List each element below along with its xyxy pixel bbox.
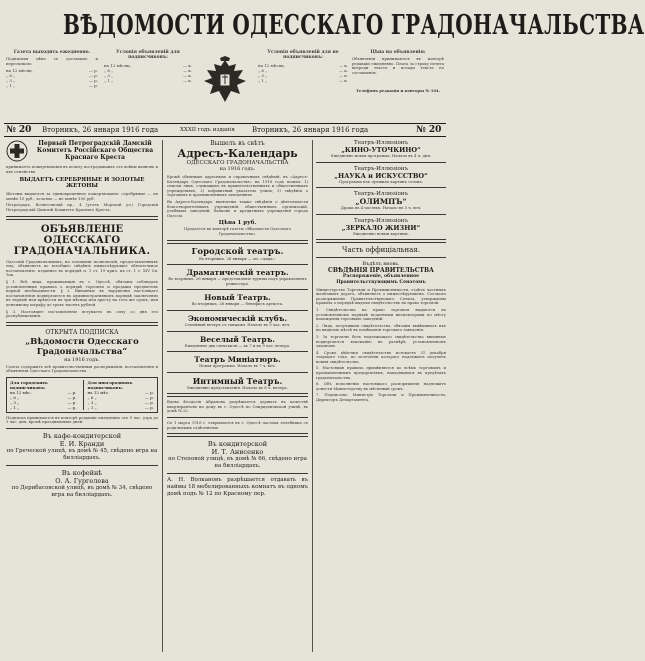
column-rule — [162, 140, 163, 652]
subscription-year: на 1916 годъ. — [64, 356, 100, 363]
theatre-new-title: Новый Театръ. — [204, 293, 271, 303]
cafe2-name: О. А. Гургелева — [55, 477, 109, 486]
header-mid-left-title: Условія объявленій для подписчиковъ: — [116, 50, 180, 60]
header-mid-right-title: Условія объявленій для не подписчиковъ: — [267, 50, 339, 60]
column-rule — [312, 140, 313, 652]
committee-bold: ВЫДАЕТЪ СЕРЕБРЯНЫЕ И ЗОЛОТЫЕ ЖЕТОНЫ — [19, 177, 145, 190]
header-ads-subscribers: Условія объявленій для подписчиковъ: на 12 мѣсяц. — к. „ 6 „ — к. „ 3 „ — к. „ 1 „ — к. — [104, 50, 192, 83]
price-row: „ 6 „ — [258, 68, 268, 73]
official-sub: Въдѣлъ вновь. — [362, 261, 400, 268]
price-row: на 12 мѣсяц. — [6, 68, 33, 74]
theatre-club-title: Экономическій клубъ. — [187, 313, 288, 323]
cinema1-name: „КИНО-УТОЧКИНО“ — [341, 146, 421, 154]
announcement-title: ОБЪЯВЛЕНІЕ — [40, 223, 124, 235]
table-row: „ 3 „ — [87, 399, 97, 405]
theatre-city-title: Городской театръ. — [191, 246, 284, 257]
subscription-price-table: Для городскихъ подписчиковъ: на 12 мѣс. — р. „ 6 „ — р. „ 3 „ — р. „ 1 „ — р. Для иногородныхъ подписчиковъ: на 12 мѣс. — р. „ 6 „ — р. „ 3 „ — р. „ 1 „ — р. — [6, 377, 158, 413]
price-row: „ 3 „ — [258, 73, 268, 78]
date-left: Вторникъ, 26 января 1916 года — [42, 126, 159, 134]
price-row: „ 6 „ — [6, 73, 16, 79]
left-column: Первый Петроградскій Дамскій Комитетъ Россійскаго Общества Краснаго Креста принимаетъ пожертвованія въ пользу пострадавшихъ отъ войны воиновъ и ихъ семействъ. ВЫДАЕТЪ СЕРЕБРЯНЫЕ И ЗОЛОТЫЕ ЖЕТОНЫ Жетоны выдаются за единовременное пожертвованіе: серебряные — не менѣе 10 руб., золотые — не менѣе 100 руб. Петроградъ, Вознесенскій пр., 4 (уголъ Морской ул.) Городскій Петроградскій Дамскій Комитетъ Краснаго Креста. ОБЪЯВЛЕНІЕ ОДЕССКАГО ГРАДОНАЧАЛЬНИКА. Одесскій Градоначальникъ, на основаніи полномочій, предоставленныхъ ему, объявляетъ во всеобщее свѣдѣніе нижеслѣдующее обязательное постановленіе, изданное въ порядкѣ п. 1 ст. 19 прил. къ ст. 1 т. XIV Св. Зак. § 1. Всѣ лица, проживающія въ г. Одессѣ, обязаны соблюдать установленныя правила о порядкѣ торговли и продажи предметовъ первой необходимости. § 2. Виновные въ нарушеніи настоящаго постановленія подвергаются въ административномъ порядкѣ заключенію въ тюрьмѣ или крѣпости на три мѣсяца или аресту на тотъ же срокъ, или денежному штрафу до трехъ тысячъ рублей. § 3. Настоящее постановленіе вступаетъ въ силу со дня его распубликованія. ОТКРЫТА ПОДПИСКА „Вѣдомости Одесскаго Градоначальства“ на 1916 годъ. Газета содержитъ всѣ правительственныя распоряженія, постановленія и объявленія Одесскаго Градоначальства. Для городскихъ подписчиковъ: на 12 мѣс. — р. „ 6 „ — р. „ 3 „ — р. „ 1 „ — р. Для иногородныхъ подписчиковъ: на 12 мѣс. — р. „ 6 „ — р. „ 3 „ — р. „ 1 „ — р. Подписка принимается въ конторѣ редакціи ежедневно отъ 9 час. утра до 3 час. дня, кромѣ праздничныхъ дней. Въ кафе-кондитерской Е. И. Кранди по Греческой улицѣ, въ домѣ № 45, свѣдено игра на билліардахъ. Въ кофейнѣ О. А. Гургелева по Дерибасовской улицѣ, въ домѣ № 34, свѣдено игра на билліардахъ. — [6, 140, 158, 499]
price-row: „ 6 „ — [104, 68, 114, 73]
dateline — [4, 123, 446, 137]
cafe1-name: Е. И. Кранди — [59, 440, 105, 449]
table-row: „ 6 „ — [10, 394, 20, 400]
red-cross-icon — [6, 140, 28, 162]
calendar-title: Адресъ-Календарь — [177, 147, 298, 160]
committee-address: Петроградъ, Вознесенскій пр., 4 (уголъ Морской ул.) Городскій Петроградскій Дамскій Комитетъ Краснаго Креста. — [6, 202, 158, 212]
date-right: Вторникъ, 26 января 1916 года — [252, 126, 369, 134]
header-phone: Телефонъ редакціи и конторы № 104. — [355, 88, 441, 94]
cinema3-title: Театръ-Иллюзіонъ — [354, 191, 408, 198]
theatre-intimate-title: Интимный Театръ. — [192, 375, 283, 386]
cafe2-title: Въ кофейнѣ — [61, 469, 103, 478]
header-ads-nonsubscribers: Условія объявленій для не подписчиковъ: на 12 мѣсяц. — к. „ 6 „ — к. „ 3 „ — к. „ 1 „ — к. — [258, 50, 348, 83]
calendar-sold-at: Продается въ конторѣ газеты «Вѣдомости Одесскаго Градоначальства». — [184, 226, 291, 236]
cinema3-name: „ОЛИМПЪ“ — [355, 197, 407, 207]
cinema4-title: Театръ-Иллюзіонъ — [354, 217, 408, 224]
center-column: Вышелъ въ свѣтъ Адресъ-Календарь ОДЕССКАГО ГРАДОНАЧАЛЬСТВА на 1916 годъ. Кромѣ обычныхъ адресныхъ и справочныхъ свѣдѣній, въ «Адресъ-Календарь Одесскаго Градоначальства» на 1916 годъ вошли: 1) списки лицъ, служащихъ въ правительственныхъ и общественныхъ учрежденіяхъ; 2) алфавитный указатель улицъ; 3) свѣдѣнія о торговыхъ и промышленныхъ заведеніяхъ. Въ Адресъ-Календарь включены также свѣдѣнія о дѣятельности благотворительныхъ учрежденій, общественныхъ организацій, учебныхъ заведеній, банковъ и кредитныхъ учрежденій города Одессы. Цѣна 1 руб. Продается въ конторѣ газеты «Вѣдомости Одесскаго Градоначальства». Городской театръ. Во вторникъ, 26 января — оп. «Аида». Драматическій театръ. Во вторникъ, 26 января — представленіе труппы подъ управленіемъ режиссера. Новый Театръ. Во вторникъ, 26 января — бенефисъ артиста. Экономическій клубъ. Семейный вечеръ съ танцами. Начало въ 9 час. веч. Веселый Театръ. Ежедневно два спектакля — въ 7 и въ 9 час. вечера. Театръ Миніатюръ. Новая программа. Начало въ 7 ч. веч. Интимный Театръ. Ежедневно представленія. Начало въ 8 ч. вечера. Вдова Феодосія Абрамова разрѣшается держать въ качествѣ квартирантовъ на дому въ г. Одессѣ по Спиридоновской улицѣ, въ домѣ № 22. Съ 1 марта 1916 г. открывается въ г. Одессѣ частная лечебница съ родильнымъ отдѣленіемъ. Въ кондитерской И. Т. Анисенко по Степовой улицѣ, въ домѣ № 66, свѣдено игра на билліардахъ. А. Н. Волкановъ разрѣшается отдавать въ наймы 18 мебелированныхъ комнатъ въ одномъ домѣ подъ № 12 по Красному пер. — [167, 140, 308, 498]
table-row: „ 6 „ — [87, 394, 97, 400]
cinema4-name: „ЗЕРКАЛО ЖИЗНИ“ — [341, 223, 421, 232]
masthead-title: ВѢДОМОСТИ ОДЕССКАГО ГРАДОНАЧАЛЬСТВА — [62, 10, 645, 41]
price-row: на 12 мѣсяц. — [258, 63, 285, 68]
calendar-subtitle: ОДЕССКАГО ГРАДОНАЧАЛЬСТВА — [186, 160, 289, 166]
table-left-title: Для городскихъ подписчиковъ: — [10, 379, 48, 390]
confectionery-name: И. Т. Анисенко — [211, 448, 264, 457]
official-title: СВѢДѢНІЯ ПРАВИТЕЛЬСТВА — [328, 267, 434, 275]
header-right-title: Цѣна на объявленія: — [370, 50, 426, 55]
right-column: Театръ-Иллюзіонъ „КИНО-УТОЧКИНО“ Ежедневно новая программа. Начало въ 4 ч. дня. Театръ-Иллюзіонъ „НАУКА и ИСКУССТВО“ Программа изъ лучшихъ картинъ сезона. Театръ-Иллюзіонъ „ОЛИМПЪ“ Драма въ 4 частяхъ. Начало въ 5 ч. веч. Театръ-Иллюзіонъ „ЗЕРКАЛО ЖИЗНИ“ Ежедневно новыя картины. Часть оффиціальная. Въдѣлъ вновь. СВѢДѢНІЯ ПРАВИТЕЛЬСТВА Распоряженіе, объявленное Правительствующимъ Сенатомъ Министерство Торговли и Промышленности, отдѣлъ частныхъ желѣзныхъ дорогъ, объявляетъ о нижеслѣдующемъ. Согласно распоряженію Правительствующаго Сената, утверждены правила о порядкѣ выдачи свидѣтельствъ на право торговли. 1. Свидѣтельства на право торговли выдаются въ установленномъ порядкѣ податными инспекторами по мѣсту нахожденія торговыхъ заведеній. 2. Лица, получившія свидѣтельства, обязаны вывѣшивать ихъ на видномъ мѣстѣ въ помѣщеніи торговаго заведенія. 3. За торговлю безъ надлежащаго свидѣтельства виновные подвергаются взысканію въ размѣрѣ, установленномъ закономъ. 4. Срокъ дѣйствія свидѣтельствъ истекаетъ 31 декабря текущаго года, по истеченіи котораго надлежитъ получить новыя свидѣтельства. 5. Настоящія правила примѣняются ко всѣмъ торговымъ и промышленнымъ предпріятіямъ, находящимся въ предѣлахъ градоначальства. 6. Объ исполненіи настоящаго распоряженія надлежитъ донести Министерству въ мѣсячный срокъ. 7. Подписали: Министръ Торговли и Промышленности; Директоръ Департамента. — [316, 140, 446, 403]
last-announcement: А. Н. Волкановъ разрѣшается отдавать въ наймы 18 мебелированныхъ комнатъ въ одномъ домѣ подъ № 12 по Красному пер. — [167, 477, 308, 498]
calendar-price: Цѣна 1 руб. — [218, 220, 257, 227]
official-sub2: Распоряженіе, объявленное Правительствующимъ Сенатомъ — [336, 274, 426, 285]
price-row: „ 3 „ — [6, 78, 16, 84]
price-row: „ 1 „ — [104, 78, 114, 83]
subscription-head: ОТКРЫТА ПОДПИСКА — [45, 328, 119, 336]
imperial-eagle-emblem — [196, 56, 254, 108]
year-of-publication: ХХХІІ годъ изданія — [180, 127, 235, 133]
calendar-body: Кромѣ обычныхъ адресныхъ и справочныхъ свѣдѣній, въ «Адресъ-Календарь Одесскаго Градоначальства» на 1916 годъ вошли: 1) списки лицъ, служащихъ въ правительственныхъ и общественныхъ учрежденіяхъ; 2) алфавитный указатель улицъ; 3) свѣдѣнія о торговыхъ и промышленныхъ заведеніяхъ. — [167, 174, 308, 198]
cinema2-title: Театръ-Иллюзіонъ — [354, 165, 408, 172]
table-row: „ 1 „ — [10, 404, 20, 410]
price-row: на 12 мѣсяц. — [104, 63, 131, 68]
announcement-subtitle: ОДЕССКАГО ГРАДОНАЧАЛЬНИКА. — [13, 234, 151, 257]
header-subscription-box: Газета выходить ежедневно. Подписная цѣна съ доставкою и пересылкою: на 12 мѣсяц. — р. „ 6 „ — р. „ 3 „ — р. „ 1 „ — р. — [6, 50, 98, 89]
issue-number-left: № 20 — [6, 125, 32, 135]
cinema2-name: „НАУКА и ИСКУССТВО“ — [334, 171, 428, 180]
confectionery-address: по Степовой улицѣ, въ домѣ № 66, свѣдено игра на билліардахъ. — [168, 456, 307, 470]
committee-text: принимаетъ пожертвованія въ пользу пострадавшихъ отъ войны воиновъ и ихъ семействъ. — [6, 164, 158, 174]
price-row: „ 1 „ — [6, 83, 16, 89]
table-row: „ 1 „ — [87, 404, 97, 410]
header-prices-box: Цѣна на объявленія: Объявленія принимаются въ конторѣ редакціи ежедневно. Плата за строку петита впереди текста и позади текста по соглашенію. Телефонъ редакціи и конторы № 104. — [352, 50, 444, 94]
announcement-text: Одесскій Градоначальникъ, на основаніи полномочій, предоставленныхъ ему, объявляетъ во всеобщее свѣдѣніе нижеслѣдующее обязательное постановленіе, изданное въ порядкѣ п. 1 ст. 19 прил. къ ст. 1 т. XIV Св. Зак. — [6, 258, 158, 278]
committee-title: Первый Петроградскій Дамскій Комитетъ Россійскаго Общества Краснаго Креста — [36, 140, 154, 161]
theatre-drama-title: Драматическій театръ. — [186, 268, 289, 278]
theatre-merry-title: Веселый Театръ. — [200, 334, 275, 344]
price-row: „ 3 „ — [104, 73, 114, 78]
cafe1-address: по Греческой улицѣ, въ домѣ № 45, свѣдено игра на билліардахъ. — [6, 448, 158, 462]
table-row: „ 3 „ — [10, 399, 20, 405]
table-row: на 12 мѣс. — [87, 389, 110, 395]
theatre-mini-title: Театръ Миніатюръ. — [194, 355, 281, 365]
official-head: Часть оффиціальная. — [342, 246, 420, 255]
header-left-note: Подписная цѣна съ доставкою и пересылкою: — [6, 56, 98, 66]
confectionery-title: Въ кондитерской — [207, 440, 268, 449]
subscription-title: „Вѣдомости Одесскаго Градоначальства“ — [25, 336, 139, 357]
table-row: на 12 мѣс. — [10, 389, 32, 395]
cinema1-title: Театръ-Иллюзіонъ — [354, 140, 408, 146]
price-row: „ 1 „ — [258, 78, 268, 83]
header-left-title: Газета выходить ежедневно. — [13, 50, 91, 55]
official-body: Министерство Торговли и Промышленности, отдѣлъ частныхъ желѣзныхъ дорогъ, объявляетъ о нижеслѣдующемъ. Согласно распоряженію Правительствующаго Сената, утверждены правила о порядкѣ выдачи свидѣтельствъ на право торговли. — [316, 286, 446, 306]
issue-number-right: № 20 — [416, 125, 442, 135]
cafe2-address: по Дерибасовской улицѣ, въ домѣ № 34, свѣдено игра на билліардахъ. — [11, 485, 153, 499]
calendar-pre-title: Вышелъ въ свѣтъ — [210, 140, 265, 147]
table-right-title: Для иногородныхъ подписчиковъ: — [87, 379, 133, 390]
cafe1-title: Въ кафе-кондитерской — [42, 432, 122, 441]
calendar-year: на 1916 годъ. — [219, 166, 256, 172]
